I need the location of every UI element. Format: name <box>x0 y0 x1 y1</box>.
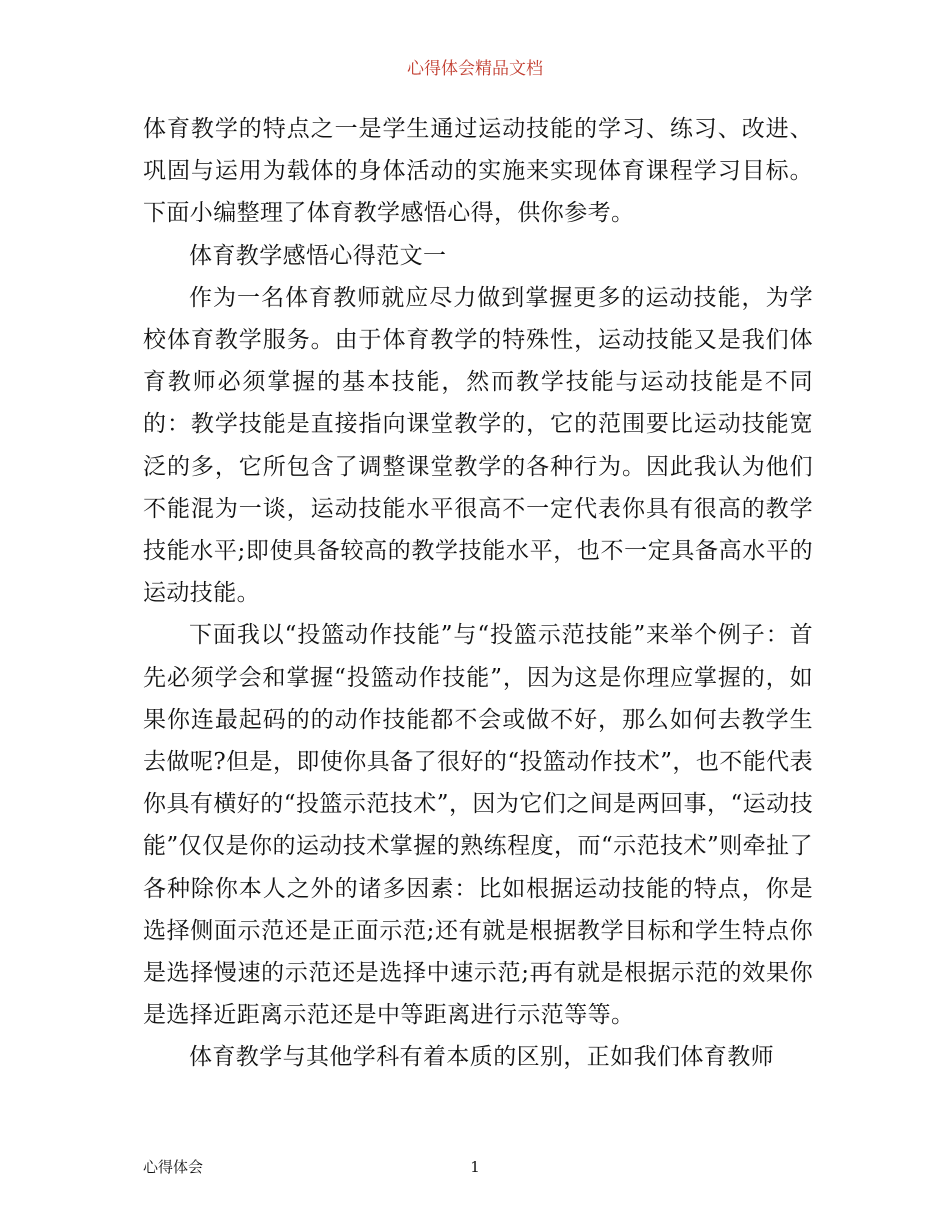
body-paragraph: 下面我以“投篮动作技能”与“投篮示范技能”来举个例子：首先必须学会和掌握“投篮动作技能”，因为这是你理应掌握的，如果你连最起码的的动作技能都不会或做不好，那么如何去教学生去做呢?但是，即使你具备了很好的“投篮动作技术”，也不能代表你具有横好的“投篮示范技术”，因为它们之间是两回事，“运动技能”仅仅是你的运动技术掌握的熟练程度，而“示范技术”则牵扯了各种除你本人之外的诸多因素：比如根据运动技能的特点，你是选择侧面示范还是正面示范;还有就是根据教学目标和学生特点你是选择慢速的示范还是选择中速示范;再有就是根据示范的效果你是选择近距离示范还是中等距离进行示范等等。 <box>143 622 813 1029</box>
footer-label: 心得体会 <box>143 1158 204 1176</box>
section-heading: 体育教学感悟心得范文一 <box>189 242 447 269</box>
intro-paragraph: 体育教学的特点之一是学生通过运动技能的学习、练习、改进、巩固与运用为载体的身体活动的实施来实现体育课程学习目标。下面小编整理了体育教学感悟心得，供你参考。 <box>143 116 813 227</box>
body-paragraph: 体育教学与其他学科有着本质的区别，正如我们体育教师 <box>189 1044 774 1071</box>
page-number: 1 <box>470 1158 480 1176</box>
page-header-title: 心得体会精品文档 <box>407 59 543 79</box>
document-body <box>143 108 813 1079</box>
body-paragraph: 作为一名体育教师就应尽力做到掌握更多的运动技能，为学校体育教学服务。由于体育教学的特殊性，运动技能又是我们体育教师必须掌握的基本技能，然而教学技能与运动技能是不同的：教学技能是直接指向课堂教学的，它的范围要比运动技能宽泛的多，它所包含了调整课堂教学的各种行为。因此我认为他们不能混为一谈，运动技能水平很高不一定代表你具有很高的教学技能水平;即使具备较高的教学技能水平，也不一定具备高水平的运动技能。 <box>143 284 813 607</box>
